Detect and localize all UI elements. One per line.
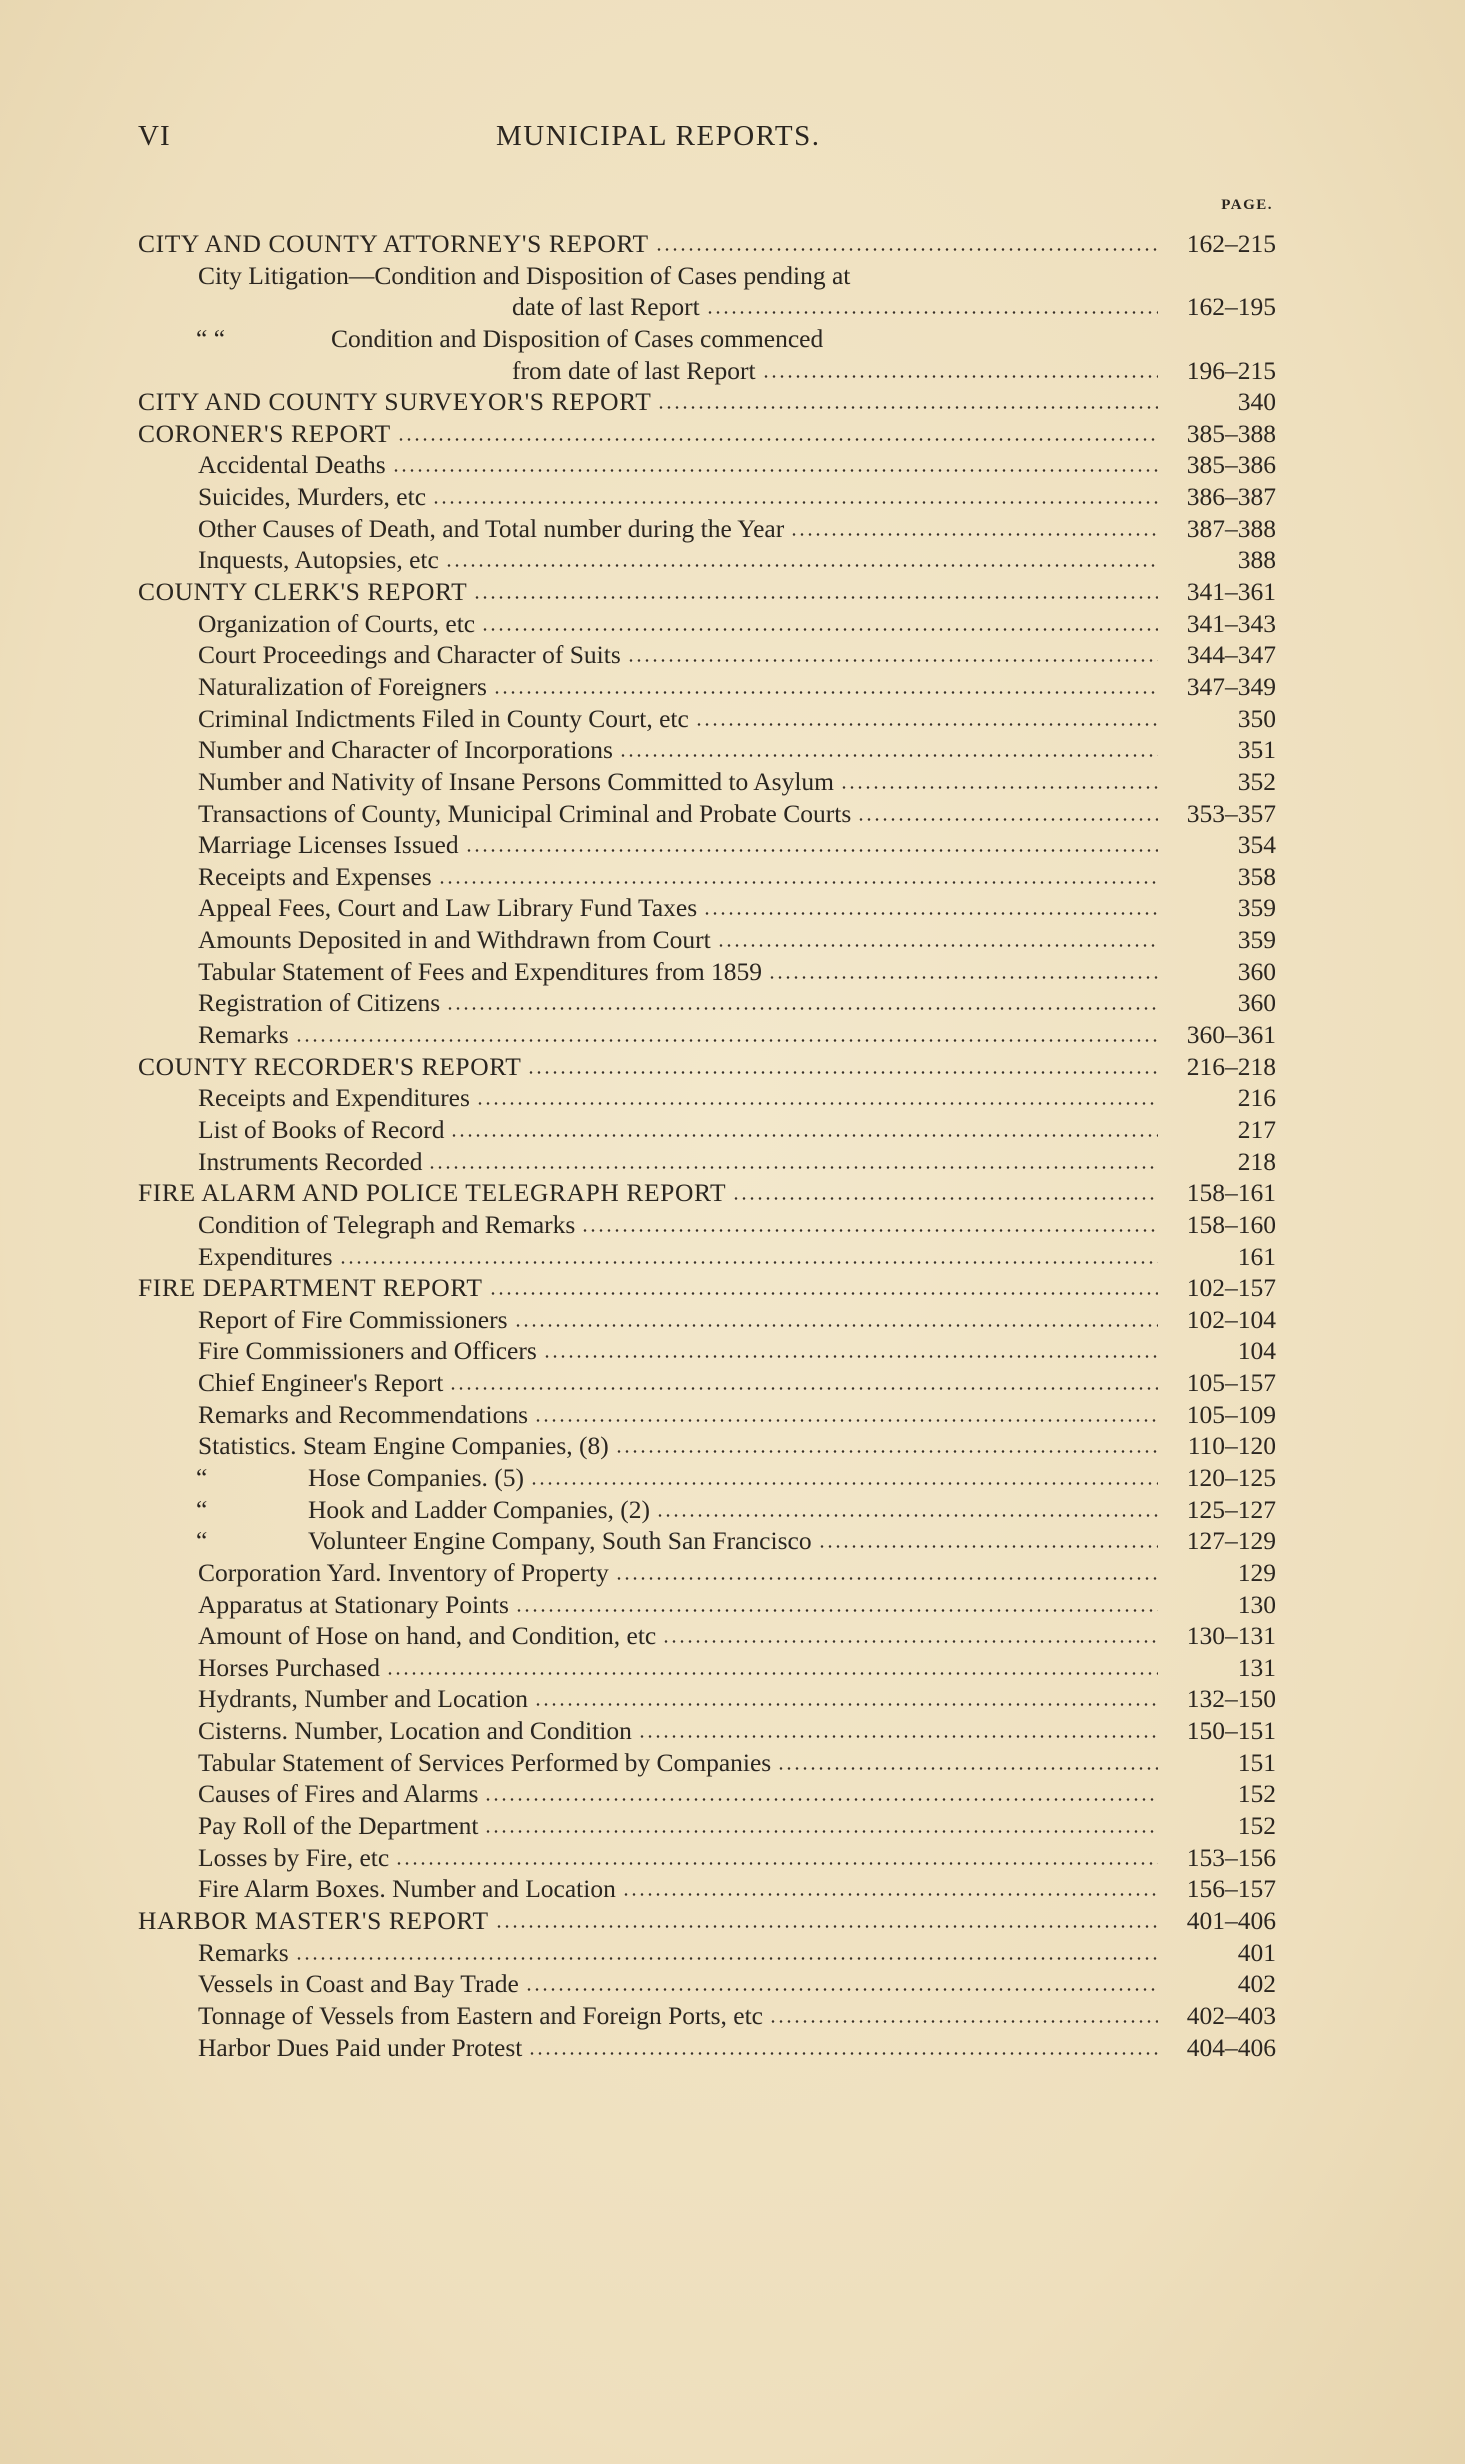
toc-entry-label bbox=[198, 513, 784, 545]
running-head bbox=[138, 120, 1268, 160]
toc-entry bbox=[136, 861, 1276, 893]
dot-leader bbox=[530, 1482, 1158, 1485]
dot-leader bbox=[450, 1134, 1158, 1137]
toc-entry-label bbox=[198, 1842, 389, 1874]
toc-entry-label bbox=[198, 260, 850, 292]
toc-page-number: 151 bbox=[1237, 1747, 1276, 1777]
toc-entry-label bbox=[138, 418, 391, 450]
toc-entry bbox=[136, 1589, 1276, 1621]
toc-entry-text: Registration of Citizens bbox=[198, 988, 441, 1018]
toc-entry-label bbox=[138, 1177, 726, 1209]
toc-page-number: 162–215 bbox=[1186, 229, 1276, 258]
toc-entry-label bbox=[198, 1430, 609, 1462]
toc-entry bbox=[136, 513, 1276, 545]
toc-entry-label bbox=[198, 829, 459, 861]
dot-leader bbox=[484, 1830, 1158, 1833]
toc-entry-label bbox=[198, 956, 762, 988]
toc-entry-text: Tabular Statement of Services Performed by Companies bbox=[198, 1747, 772, 1777]
toc-entry-text: CORONER'S REPORT bbox=[138, 418, 391, 448]
page-column-label: PAGE. bbox=[1221, 197, 1273, 213]
dot-leader bbox=[657, 406, 1158, 409]
toc-entry-text: Accidental Deaths bbox=[198, 450, 386, 480]
toc-entry-text: City Litigation—Condition and Disposition of Cases pending at bbox=[198, 260, 851, 290]
toc-page-number: 385–388 bbox=[1186, 418, 1276, 448]
ditto-marks: “ bbox=[196, 1494, 208, 1524]
toc-entry bbox=[136, 2032, 1276, 2064]
toc-page-number: 402 bbox=[1237, 1969, 1276, 1999]
toc-entry-label bbox=[198, 861, 432, 893]
toc-page-number: 216 bbox=[1237, 1083, 1276, 1113]
toc-entry-text: COUNTY CLERK'S REPORT bbox=[138, 577, 468, 607]
toc-entry bbox=[136, 798, 1276, 830]
toc-entry bbox=[136, 1367, 1276, 1399]
toc-entry-label bbox=[198, 1620, 656, 1652]
dot-leader bbox=[449, 1387, 1158, 1390]
toc-entry-text: from date of last Report bbox=[512, 355, 756, 385]
toc-entry-text: Hook and Ladder Companies, (2) bbox=[308, 1494, 651, 1524]
toc-entry bbox=[136, 1842, 1276, 1874]
toc-entry bbox=[136, 956, 1276, 988]
toc-entry-label bbox=[198, 1241, 333, 1273]
toc-page-number: 152 bbox=[1237, 1779, 1276, 1809]
running-title: MUNICIPAL REPORTS. bbox=[496, 120, 821, 152]
toc-page-number: 196–215 bbox=[1186, 355, 1276, 385]
toc-entry bbox=[136, 734, 1276, 766]
toc-entry-label bbox=[198, 1652, 380, 1684]
toc-page-number: 158–161 bbox=[1186, 1178, 1276, 1208]
toc-entry bbox=[136, 1778, 1276, 1810]
toc-entry-text: Harbor Dues Paid under Protest bbox=[198, 2032, 523, 2062]
toc-page-number: 102–104 bbox=[1186, 1304, 1276, 1334]
toc-section-entry bbox=[136, 1051, 1276, 1083]
toc-entry-label bbox=[198, 1019, 289, 1051]
toc-entry-label bbox=[198, 1114, 444, 1146]
toc-entry-text: List of Books of Record bbox=[198, 1114, 445, 1144]
dot-leader bbox=[395, 1862, 1158, 1865]
toc-entry bbox=[136, 829, 1276, 861]
dot-leader bbox=[397, 438, 1158, 441]
toc-entry-label bbox=[198, 987, 440, 1019]
toc-page-number: 132–150 bbox=[1186, 1684, 1276, 1714]
toc-page-number: 110–120 bbox=[1187, 1431, 1276, 1461]
dot-leader bbox=[514, 1324, 1158, 1327]
toc-page-number: 102–157 bbox=[1186, 1273, 1276, 1303]
toc-entry bbox=[136, 987, 1276, 1019]
dot-leader bbox=[543, 1355, 1158, 1358]
toc-entry-text: Transactions of County, Municipal Criminal and Probate Courts bbox=[198, 798, 852, 828]
dot-leader bbox=[777, 1767, 1158, 1770]
toc-entry-text: Court Proceedings and Character of Suits bbox=[198, 640, 621, 670]
toc-entry-text: Amounts Deposited in and Withdrawn from Court bbox=[198, 925, 711, 955]
toc-entry-label bbox=[198, 1683, 528, 1715]
toc-entry bbox=[136, 1968, 1276, 2000]
toc-page-number: 161 bbox=[1237, 1241, 1276, 1271]
toc-entry-text: CITY AND COUNTY SURVEYOR'S REPORT bbox=[138, 387, 652, 417]
dot-leader bbox=[339, 1261, 1158, 1264]
toc-page-number: 401–406 bbox=[1186, 1905, 1276, 1935]
toc-page-number: 385–386 bbox=[1186, 450, 1276, 480]
dot-leader bbox=[840, 786, 1158, 789]
dot-leader bbox=[445, 564, 1158, 567]
toc-page-number: 388 bbox=[1237, 545, 1276, 575]
toc-entry-label bbox=[198, 1873, 616, 1905]
page-folio: VI bbox=[138, 120, 171, 152]
toc-entry-label bbox=[198, 703, 689, 735]
toc-entry bbox=[136, 1462, 1276, 1494]
toc-entry-text: Remarks bbox=[198, 1020, 289, 1050]
toc-entry bbox=[136, 323, 1276, 355]
toc-entry-label bbox=[196, 323, 823, 355]
toc-page-number: 341–361 bbox=[1186, 577, 1276, 607]
toc-page-number: 120–125 bbox=[1186, 1462, 1276, 1492]
dot-leader bbox=[465, 849, 1158, 852]
toc-entry bbox=[136, 1620, 1276, 1652]
toc-entry-text: Number and Nativity of Insane Persons Committed to Asylum bbox=[198, 766, 835, 796]
toc-page-number: 351 bbox=[1237, 735, 1276, 765]
toc-page-number: 347–349 bbox=[1186, 671, 1276, 701]
toc-entry-label bbox=[198, 639, 621, 671]
dot-leader bbox=[481, 628, 1158, 631]
toc-entry-label bbox=[198, 1335, 537, 1367]
toc-page-number: 350 bbox=[1237, 703, 1276, 733]
toc-entry-label bbox=[138, 228, 649, 260]
toc-entry-label bbox=[198, 1810, 478, 1842]
toc-page-number: 402–403 bbox=[1186, 2000, 1276, 2030]
toc-entry bbox=[136, 1937, 1276, 1969]
dot-leader bbox=[622, 1893, 1158, 1896]
toc-entry-label bbox=[138, 386, 651, 418]
toc-entry bbox=[136, 1747, 1276, 1779]
toc-page-number: 162–195 bbox=[1186, 292, 1276, 322]
dot-leader bbox=[695, 723, 1158, 726]
toc-entry-label bbox=[198, 798, 851, 830]
toc-page-number: 105–109 bbox=[1186, 1399, 1276, 1429]
toc-entry bbox=[136, 544, 1276, 576]
dot-leader bbox=[703, 912, 1158, 915]
ditto-marks: “ bbox=[196, 1526, 208, 1556]
toc-page-number: 216–218 bbox=[1186, 1051, 1276, 1081]
toc-entry bbox=[136, 1146, 1276, 1178]
toc-page-number: 130–131 bbox=[1186, 1621, 1276, 1651]
toc-page-number: 387–388 bbox=[1186, 513, 1276, 543]
dot-leader bbox=[386, 1672, 1158, 1675]
toc-entry-label bbox=[138, 1905, 489, 1937]
toc-entry bbox=[136, 1019, 1276, 1051]
toc-entry-text: Tabular Statement of Fees and Expenditures from 1859 bbox=[198, 956, 763, 986]
toc-entry-label bbox=[138, 576, 467, 608]
toc-entry bbox=[136, 608, 1276, 640]
toc-entry bbox=[136, 1430, 1276, 1462]
toc-entry-text: Report of Fire Commissioners bbox=[198, 1304, 508, 1334]
toc-entry-text: Corporation Yard. Inventory of Property bbox=[198, 1557, 609, 1587]
toc-page-number: 401 bbox=[1237, 1937, 1276, 1967]
dot-leader bbox=[392, 469, 1158, 472]
dot-leader bbox=[857, 818, 1158, 821]
toc-entry bbox=[136, 1241, 1276, 1273]
dot-leader bbox=[432, 501, 1158, 504]
toc-entry-text: Amount of Hose on hand, and Condition, etc bbox=[198, 1621, 657, 1651]
toc-entry-label bbox=[198, 892, 697, 924]
toc-entry-text: Vessels in Coast and Bay Trade bbox=[198, 1969, 519, 1999]
dot-leader bbox=[489, 1292, 1158, 1295]
toc-entry bbox=[136, 671, 1276, 703]
toc-page-number: 386–387 bbox=[1186, 482, 1276, 512]
toc-page-number: 156–157 bbox=[1186, 1874, 1276, 1904]
dot-leader bbox=[295, 1957, 1158, 1960]
toc-entry bbox=[136, 1082, 1276, 1114]
toc-page-number: 344–347 bbox=[1186, 640, 1276, 670]
toc-page-number: 127–129 bbox=[1186, 1526, 1276, 1556]
toc-entry-label bbox=[198, 1589, 509, 1621]
toc-entry-text: Condition and Disposition of Cases commenced bbox=[331, 323, 824, 353]
dot-leader bbox=[762, 375, 1158, 378]
toc-entry bbox=[136, 481, 1276, 513]
toc-entry-text: COUNTY RECORDER'S REPORT bbox=[138, 1051, 522, 1081]
toc-entry-label bbox=[196, 1462, 524, 1494]
toc-page-number: 150–151 bbox=[1186, 1716, 1276, 1746]
toc-entry-label bbox=[138, 1272, 483, 1304]
toc-page-number: 404–406 bbox=[1186, 2032, 1276, 2062]
toc-entry-text: Organization of Courts, etc bbox=[198, 608, 476, 638]
toc-entry bbox=[136, 924, 1276, 956]
toc-entry bbox=[136, 1304, 1276, 1336]
toc-entry-label bbox=[198, 671, 487, 703]
toc-entry-label bbox=[198, 481, 426, 513]
toc-entry bbox=[136, 892, 1276, 924]
toc-entry-text: Pay Roll of the Department bbox=[198, 1811, 479, 1841]
toc-page-number: 360–361 bbox=[1186, 1020, 1276, 1050]
toc-entry-label bbox=[198, 1937, 289, 1969]
toc-entry bbox=[136, 1209, 1276, 1241]
toc-entry-label bbox=[198, 1367, 443, 1399]
toc-entry-text: date of last Report bbox=[512, 292, 700, 322]
toc-entry-text: Suicides, Murders, etc bbox=[198, 482, 427, 512]
toc-page-number: 360 bbox=[1237, 988, 1276, 1018]
toc-entry bbox=[136, 355, 1276, 387]
toc-section-entry bbox=[136, 1272, 1276, 1304]
toc-entry-label bbox=[198, 1146, 422, 1178]
toc-section-entry bbox=[136, 1177, 1276, 1209]
toc-entry-label bbox=[198, 1557, 609, 1589]
toc-entry-text: Number and Character of Incorporations bbox=[198, 735, 613, 765]
toc-page-number: 129 bbox=[1237, 1557, 1276, 1587]
dot-leader bbox=[732, 1197, 1158, 1200]
toc-entry-label bbox=[198, 734, 613, 766]
toc-entry bbox=[136, 1399, 1276, 1431]
toc-entry bbox=[136, 1335, 1276, 1367]
toc-page-number: 130 bbox=[1237, 1589, 1276, 1619]
dot-leader bbox=[438, 881, 1158, 884]
dot-leader bbox=[534, 1703, 1158, 1706]
toc-entry-text: Tonnage of Vessels from Eastern and Foreign Ports, etc bbox=[198, 2000, 763, 2030]
toc-entry bbox=[136, 766, 1276, 798]
dot-leader bbox=[662, 1640, 1158, 1643]
dot-leader bbox=[484, 1798, 1158, 1801]
toc-page-number: 359 bbox=[1237, 893, 1276, 923]
toc-entry-label bbox=[198, 544, 439, 576]
toc-entry-label bbox=[198, 924, 711, 956]
toc-entry bbox=[136, 1683, 1276, 1715]
toc-section-entry bbox=[136, 576, 1276, 608]
toc-entry-label bbox=[198, 1209, 575, 1241]
toc-entry-text: Marriage Licenses Issued bbox=[198, 830, 459, 860]
dot-leader bbox=[515, 1609, 1158, 1612]
toc-entry-text: Remarks and Recommendations bbox=[198, 1399, 529, 1429]
toc-entry-label bbox=[198, 608, 475, 640]
toc-entry-text: Losses by Fire, etc bbox=[198, 1842, 390, 1872]
dot-leader bbox=[619, 754, 1158, 757]
toc-entry-label bbox=[198, 449, 386, 481]
toc-entry-text: Naturalization of Foreigners bbox=[198, 671, 487, 701]
toc-page-number: 358 bbox=[1237, 861, 1276, 891]
dot-leader bbox=[615, 1577, 1158, 1580]
toc-page-number: 125–127 bbox=[1186, 1494, 1276, 1524]
toc-entry-label bbox=[198, 1968, 519, 2000]
dot-leader bbox=[527, 1071, 1158, 1074]
dot-leader bbox=[706, 311, 1158, 314]
toc-page-number: 104 bbox=[1237, 1336, 1276, 1366]
dot-leader bbox=[768, 976, 1158, 979]
toc-entry bbox=[136, 703, 1276, 735]
dot-leader bbox=[476, 1102, 1158, 1105]
toc-entry-text: Condition of Telegraph and Remarks bbox=[198, 1209, 576, 1239]
toc-page-number: 359 bbox=[1237, 925, 1276, 955]
toc-entry bbox=[136, 1557, 1276, 1589]
toc-entry bbox=[136, 1525, 1276, 1557]
ditto-marks: “ “ bbox=[196, 323, 226, 353]
toc-entry bbox=[136, 291, 1276, 323]
toc-section-entry bbox=[136, 386, 1276, 418]
dot-leader bbox=[473, 596, 1158, 599]
toc-entry-label bbox=[196, 1494, 650, 1526]
dot-leader bbox=[790, 533, 1158, 536]
toc-page-number: 152 bbox=[1237, 1811, 1276, 1841]
toc-page-number: 340 bbox=[1237, 387, 1276, 417]
dot-leader bbox=[534, 1419, 1158, 1422]
toc-entry-text: Apparatus at Stationary Points bbox=[198, 1589, 509, 1619]
dot-leader bbox=[638, 1735, 1158, 1738]
toc-entry bbox=[136, 449, 1276, 481]
toc-page-number: 218 bbox=[1237, 1146, 1276, 1176]
table-of-contents bbox=[136, 228, 1276, 2063]
toc-entry bbox=[136, 1494, 1276, 1526]
toc-entry-text: Receipts and Expenses bbox=[198, 861, 432, 891]
toc-entry-label bbox=[198, 1399, 528, 1431]
toc-page-number: 105–157 bbox=[1186, 1368, 1276, 1398]
toc-entry-text: Expenditures bbox=[198, 1241, 333, 1271]
toc-entry-text: Appeal Fees, Court and Law Library Fund Taxes bbox=[198, 893, 698, 923]
dot-leader bbox=[627, 659, 1158, 662]
toc-entry-text: Other Causes of Death, and Total number during the Year bbox=[198, 513, 785, 543]
dot-leader bbox=[528, 2052, 1158, 2055]
toc-entry-text: CITY AND COUNTY ATTORNEY'S REPORT bbox=[138, 229, 649, 258]
toc-entry-text: FIRE DEPARTMENT REPORT bbox=[138, 1273, 483, 1303]
toc-entry-label bbox=[198, 1304, 508, 1336]
toc-entry-text: Horses Purchased bbox=[198, 1652, 380, 1682]
toc-entry-text: FIRE ALARM AND POLICE TELEGRAPH REPORT bbox=[138, 1178, 727, 1208]
dot-leader bbox=[769, 2020, 1158, 2023]
toc-page-number: 158–160 bbox=[1186, 1209, 1276, 1239]
toc-entry-text: HARBOR MASTER'S REPORT bbox=[138, 1905, 489, 1935]
dot-leader bbox=[717, 944, 1158, 947]
toc-entry-label bbox=[512, 291, 700, 323]
toc-entry-text: Volunteer Engine Company, South San Francisco bbox=[308, 1526, 812, 1556]
toc-entry-text: Causes of Fires and Alarms bbox=[198, 1779, 479, 1809]
toc-entry bbox=[136, 1810, 1276, 1842]
toc-entry-label bbox=[198, 1082, 470, 1114]
dot-leader bbox=[655, 248, 1158, 251]
dot-leader bbox=[428, 1166, 1158, 1169]
dot-leader bbox=[295, 1039, 1158, 1042]
toc-entry-text: Fire Alarm Boxes. Number and Location bbox=[198, 1874, 616, 1904]
toc-section-entry bbox=[136, 228, 1276, 260]
toc-entry bbox=[136, 1114, 1276, 1146]
toc-section-entry bbox=[136, 1905, 1276, 1937]
toc-page-number: 131 bbox=[1237, 1652, 1276, 1682]
toc-entry-text: Chief Engineer's Report bbox=[198, 1368, 444, 1398]
toc-page-number: 354 bbox=[1237, 830, 1276, 860]
toc-entry-label bbox=[198, 1715, 632, 1747]
toc-entry-text: Receipts and Expenditures bbox=[198, 1083, 470, 1113]
dot-leader bbox=[525, 1988, 1158, 1991]
toc-entry-label bbox=[198, 1747, 771, 1779]
toc-entry-text: Hose Companies. (5) bbox=[308, 1462, 525, 1492]
toc-entry-label bbox=[198, 2000, 763, 2032]
toc-entry-label bbox=[198, 766, 834, 798]
toc-page-number: 352 bbox=[1237, 766, 1276, 796]
toc-entry-text: Hydrants, Number and Location bbox=[198, 1684, 528, 1714]
dot-leader bbox=[818, 1545, 1158, 1548]
toc-page-number: 360 bbox=[1237, 956, 1276, 986]
toc-entry bbox=[136, 260, 1276, 292]
dot-leader bbox=[493, 691, 1158, 694]
toc-entry-label bbox=[138, 1051, 521, 1083]
toc-entry-text: Remarks bbox=[198, 1937, 289, 1967]
toc-entry-text: Statistics. Steam Engine Companies, (8) bbox=[198, 1431, 609, 1461]
toc-entry bbox=[136, 639, 1276, 671]
toc-section-entry bbox=[136, 418, 1276, 450]
toc-entry-label bbox=[196, 1525, 812, 1557]
toc-entry bbox=[136, 1715, 1276, 1747]
toc-page-number: 217 bbox=[1237, 1114, 1276, 1144]
dot-leader bbox=[446, 1007, 1158, 1010]
toc-entry-text: Inquests, Autopsies, etc bbox=[198, 545, 439, 575]
toc-page-number: 153–156 bbox=[1186, 1842, 1276, 1872]
dot-leader bbox=[581, 1229, 1158, 1232]
toc-entry-text: Fire Commissioners and Officers bbox=[198, 1336, 537, 1366]
ditto-marks: “ bbox=[196, 1462, 208, 1492]
toc-entry bbox=[136, 1873, 1276, 1905]
toc-entry bbox=[136, 1652, 1276, 1684]
toc-entry-text: Instruments Recorded bbox=[198, 1146, 423, 1176]
toc-entry-text: Criminal Indictments Filed in County Court, etc bbox=[198, 703, 689, 733]
toc-entry-label bbox=[198, 1778, 478, 1810]
toc-page-number: 353–357 bbox=[1186, 798, 1276, 828]
dot-leader bbox=[615, 1450, 1158, 1453]
dot-leader bbox=[495, 1925, 1158, 1928]
toc-entry-label bbox=[198, 2032, 522, 2064]
toc-entry-text: Cisterns. Number, Location and Condition bbox=[198, 1716, 632, 1746]
dot-leader bbox=[656, 1514, 1158, 1517]
toc-entry-label bbox=[512, 355, 756, 387]
toc-entry bbox=[136, 2000, 1276, 2032]
toc-page-number: 341–343 bbox=[1186, 608, 1276, 638]
